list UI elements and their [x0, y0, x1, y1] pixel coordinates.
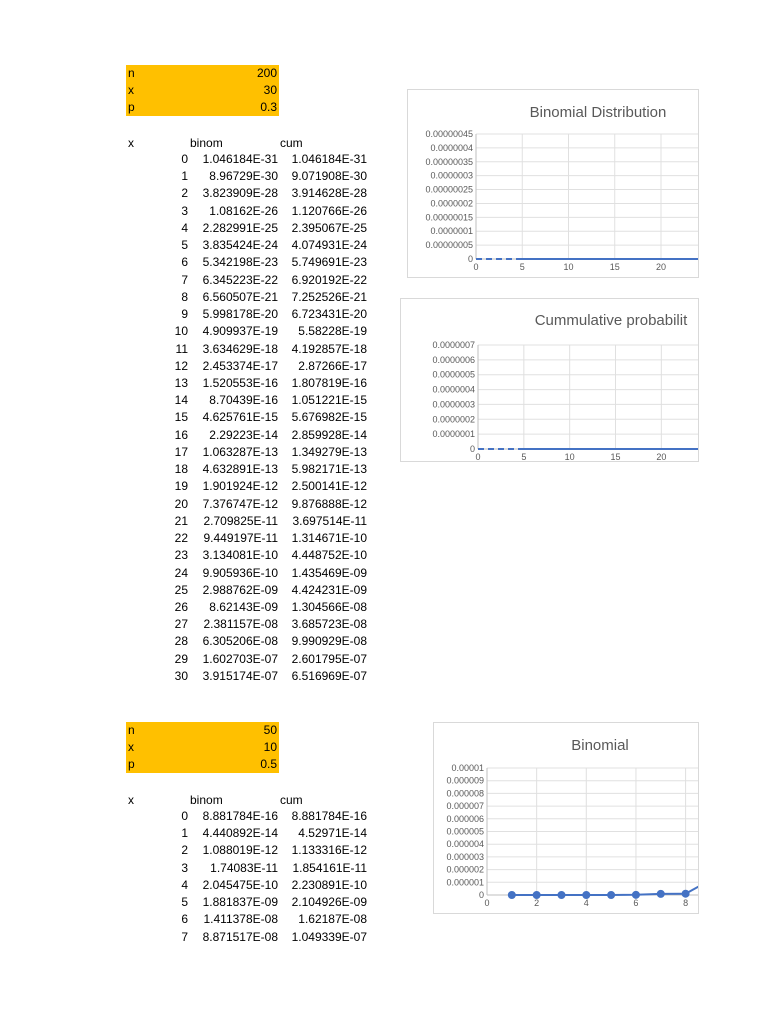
- header-x: x: [128, 136, 134, 150]
- cell-binom: 1.74083E-11: [210, 860, 278, 875]
- param-n[interactable]: [126, 65, 279, 82]
- cell-cum: 2.500141E-12: [291, 479, 367, 494]
- header-cum: cum: [280, 793, 303, 807]
- y-tick-label: 0.00000005: [425, 240, 473, 251]
- cell-cum: 1.051221E-15: [291, 393, 367, 408]
- chart-svg: [401, 299, 698, 461]
- cell-cum: 2.230891E-10: [291, 877, 367, 892]
- y-tick-label: 0: [467, 254, 473, 264]
- header-binom: binom: [190, 136, 223, 150]
- cell-x: 6: [181, 912, 188, 927]
- cell-x: 24: [174, 565, 188, 580]
- cell-x: 22: [174, 531, 188, 546]
- param-label: x: [128, 740, 134, 754]
- cell-binom: 4.440892E-14: [202, 826, 278, 841]
- cell-cum: 6.516969E-07: [291, 668, 367, 683]
- cell-x: 5: [181, 238, 188, 253]
- y-tick-label: 0.00000025: [425, 184, 473, 195]
- cell-binom: 1.520553E-16: [202, 375, 278, 390]
- cell-binom: 4.909937E-19: [202, 324, 278, 339]
- cell-binom: 2.282991E-25: [202, 220, 278, 235]
- data-point: [558, 892, 565, 899]
- cell-x: 0: [181, 152, 188, 166]
- cell-x: 12: [174, 358, 188, 373]
- cell-x: 27: [174, 617, 188, 632]
- cell-x: 6: [181, 255, 188, 270]
- cell-cum: 7.252526E-21: [291, 289, 367, 304]
- y-tick-label: 0.000001: [446, 877, 484, 888]
- param-label: p: [128, 757, 135, 771]
- cell-binom: 8.881784E-16: [202, 809, 278, 823]
- y-tick-label: 0.00000015: [425, 212, 473, 223]
- cell-binom: 8.871517E-08: [202, 929, 278, 944]
- cell-cum: 3.697514E-11: [292, 513, 367, 528]
- y-tick-label: 0.0000002: [432, 414, 475, 425]
- cell-x: 23: [174, 548, 188, 563]
- cell-x: 13: [174, 375, 188, 390]
- cell-x: 1: [181, 826, 188, 841]
- cell-binom: 1.046184E-31: [202, 152, 278, 166]
- cell-x: 30: [174, 668, 188, 683]
- param-value: 0.5: [260, 757, 277, 771]
- cell-binom: 7.376747E-12: [202, 496, 278, 511]
- cell-binom: 3.823909E-28: [202, 186, 278, 201]
- cell-binom: 1.063287E-13: [202, 444, 278, 459]
- cell-cum: 6.723431E-20: [291, 307, 367, 322]
- cell-binom: 8.70439E-16: [209, 393, 278, 408]
- chart-svg: [408, 90, 698, 277]
- cell-cum: 1.314671E-10: [291, 531, 367, 546]
- param-n[interactable]: [126, 722, 279, 739]
- cell-cum: 4.192857E-18: [291, 341, 367, 356]
- cell-cum: 1.349279E-13: [291, 444, 367, 459]
- y-tick-label: 0.00001: [451, 763, 484, 773]
- y-tick-label: 0.0000003: [430, 170, 473, 181]
- x-tick-label: 0: [484, 898, 490, 908]
- cell-x: 15: [174, 410, 188, 425]
- x-tick-label: 5: [521, 452, 527, 461]
- cell-x: 2: [181, 186, 188, 201]
- chart-title: Binomial: [571, 737, 629, 754]
- x-tick-label: 5: [519, 262, 525, 272]
- cell-cum: 1.304566E-08: [291, 599, 367, 614]
- cell-binom: 1.411378E-08: [203, 912, 278, 927]
- cell-binom: 3.915174E-07: [202, 668, 278, 683]
- x-tick-label: 10: [564, 452, 575, 461]
- cell-x: 0: [181, 809, 188, 823]
- x-tick-label: 10: [563, 262, 574, 272]
- cell-x: 20: [174, 496, 188, 511]
- cell-x: 10: [174, 324, 188, 339]
- cell-cum: 1.046184E-31: [291, 152, 367, 166]
- y-tick-label: 0.0000004: [432, 384, 475, 395]
- cell-cum: 2.395067E-25: [291, 220, 367, 235]
- cell-binom: 5.998178E-20: [202, 307, 278, 322]
- cell-x: 16: [174, 427, 188, 442]
- cell-binom: 5.342198E-23: [202, 255, 278, 270]
- x-tick-label: 0: [473, 262, 479, 272]
- cell-cum: 9.071908E-30: [291, 169, 367, 184]
- y-tick-label: 0.000006: [446, 813, 484, 824]
- cell-cum: 2.87266E-17: [298, 358, 367, 373]
- y-tick-label: 0.000002: [446, 864, 484, 875]
- param-label: x: [128, 83, 134, 97]
- data-point: [657, 890, 664, 897]
- cell-binom: 6.305206E-08: [202, 634, 278, 649]
- y-tick-label: 0.0000006: [432, 354, 475, 365]
- cell-cum: 4.52971E-14: [298, 826, 367, 841]
- cell-x: 4: [181, 220, 188, 235]
- cell-cum: 2.859928E-14: [291, 427, 367, 442]
- y-tick-label: 0.000007: [446, 801, 484, 812]
- x-tick-label: 6: [633, 898, 639, 908]
- cell-x: 8: [181, 289, 188, 304]
- cell-binom: 2.709825E-11: [203, 513, 278, 528]
- x-tick-label: 15: [610, 452, 621, 461]
- cell-cum: 8.881784E-16: [291, 809, 367, 823]
- y-tick-label: 0.000009: [446, 775, 484, 786]
- y-tick-label: 0.0000001: [432, 429, 475, 440]
- series-line-tail: [686, 886, 698, 894]
- cell-cum: 5.58228E-19: [298, 324, 367, 339]
- y-tick-label: 0.0000003: [432, 399, 475, 410]
- cell-x: 3: [181, 203, 188, 218]
- y-tick-label: 0.000003: [446, 851, 484, 862]
- x-tick-label: 15: [609, 262, 620, 272]
- y-tick-label: 0: [478, 890, 484, 900]
- x-tick-label: 20: [655, 262, 667, 272]
- cell-x: 14: [174, 393, 188, 408]
- y-tick-label: 0.00000045: [425, 129, 473, 139]
- param-value: 30: [263, 83, 277, 97]
- cell-x: 2: [181, 843, 188, 858]
- cell-binom: 2.988762E-09: [202, 582, 278, 597]
- cell-binom: 3.134081E-10: [202, 548, 278, 563]
- cell-binom: 1.881837E-09: [202, 895, 278, 910]
- cell-cum: 1.133316E-12: [291, 843, 367, 858]
- cell-binom: 1.602703E-07: [202, 651, 278, 666]
- param-value: 50: [263, 723, 277, 737]
- cell-binom: 2.045475E-10: [202, 877, 278, 892]
- param-p[interactable]: [126, 756, 279, 773]
- cell-binom: 3.634629E-18: [202, 341, 278, 356]
- cell-x: 7: [181, 929, 188, 944]
- chart-svg: [434, 723, 698, 913]
- x-tick-label: 8: [683, 898, 689, 908]
- param-x[interactable]: [126, 739, 279, 756]
- cell-cum: 5.749691E-23: [291, 255, 367, 270]
- cell-binom: 1.08162E-26: [209, 203, 278, 218]
- cell-binom: 3.835424E-24: [202, 238, 278, 253]
- param-value: 0.3: [260, 100, 277, 114]
- param-p[interactable]: [126, 99, 279, 116]
- x-tick-label: 2: [534, 898, 540, 908]
- y-tick-label: 0.0000007: [432, 340, 475, 350]
- cell-binom: 8.62143E-09: [209, 599, 278, 614]
- y-tick-label: 0.0000005: [432, 369, 475, 380]
- binomial-chart[interactable]: [433, 722, 699, 914]
- cell-cum: 1.435469E-09: [291, 565, 367, 580]
- param-x[interactable]: [126, 82, 279, 99]
- cell-cum: 5.982171E-13: [291, 462, 367, 477]
- cell-x: 1: [181, 169, 188, 184]
- cell-x: 19: [174, 479, 188, 494]
- y-tick-label: 0.0000001: [430, 226, 473, 237]
- x-tick-label: 20: [656, 452, 667, 461]
- binomial-distribution-chart[interactable]: [407, 89, 699, 278]
- cell-x: 29: [174, 651, 188, 666]
- y-tick-label: 0: [469, 444, 475, 454]
- x-tick-label: 0: [475, 452, 481, 461]
- cell-cum: 1.854161E-11: [292, 860, 367, 875]
- cell-binom: 2.453374E-17: [202, 358, 278, 373]
- cell-x: 4: [181, 877, 188, 892]
- cell-cum: 2.601795E-07: [291, 651, 367, 666]
- cell-cum: 9.990929E-08: [291, 634, 367, 649]
- data-point: [632, 891, 639, 898]
- cell-cum: 4.074931E-24: [291, 238, 367, 253]
- param-label: n: [128, 723, 135, 737]
- cell-cum: 9.876888E-12: [291, 496, 367, 511]
- cell-x: 17: [174, 444, 188, 459]
- cell-x: 28: [174, 634, 188, 649]
- params-block-2: [126, 722, 279, 773]
- cell-binom: 9.449197E-11: [203, 531, 278, 546]
- header-binom: binom: [190, 793, 223, 807]
- cell-cum: 1.120766E-26: [291, 203, 367, 218]
- cell-binom: 1.088019E-12: [202, 843, 278, 858]
- cell-cum: 4.424231E-09: [291, 582, 367, 597]
- header-x: x: [128, 793, 134, 807]
- y-tick-label: 0.000008: [446, 788, 484, 799]
- cell-binom: 9.905936E-10: [202, 565, 278, 580]
- cell-binom: 1.901924E-12: [202, 479, 278, 494]
- param-value: 10: [263, 740, 277, 754]
- cumulative-probability-chart[interactable]: [400, 298, 699, 462]
- cell-cum: 5.676982E-15: [291, 410, 367, 425]
- y-tick-label: 0.00000035: [425, 156, 473, 167]
- chart-title: Binomial Distribution: [529, 104, 667, 121]
- cell-cum: 3.685723E-08: [291, 617, 367, 632]
- cell-cum: 4.448752E-10: [291, 548, 367, 563]
- data-point: [608, 892, 615, 899]
- y-tick-label: 0.0000002: [430, 198, 473, 209]
- params-block-1: [126, 65, 279, 116]
- cell-x: 26: [174, 599, 188, 614]
- data-point: [533, 892, 540, 899]
- cell-binom: 4.632891E-13: [202, 462, 278, 477]
- cell-x: 5: [181, 895, 188, 910]
- data-point: [508, 892, 515, 899]
- cell-binom: 6.345223E-22: [202, 272, 278, 287]
- y-tick-label: 0.0000004: [430, 142, 473, 153]
- cell-x: 9: [181, 307, 188, 322]
- data-point: [583, 892, 590, 899]
- param-value: 200: [256, 66, 277, 80]
- cell-x: 3: [181, 860, 188, 875]
- y-tick-label: 0.000005: [446, 826, 484, 837]
- cell-binom: 8.96729E-30: [209, 169, 278, 184]
- chart-title: Cummulative probabilit: [534, 312, 688, 329]
- header-cum: cum: [280, 136, 303, 150]
- cell-x: 25: [174, 582, 188, 597]
- cell-cum: 1.049339E-07: [291, 929, 367, 944]
- y-tick-label: 0.000004: [446, 839, 484, 850]
- param-label: p: [128, 100, 135, 114]
- cell-cum: 1.807819E-16: [291, 375, 367, 390]
- cell-binom: 4.625761E-15: [202, 410, 278, 425]
- cell-x: 7: [181, 272, 188, 287]
- cell-x: 21: [174, 513, 188, 528]
- cell-cum: 2.104926E-09: [291, 895, 367, 910]
- cell-x: 11: [175, 341, 188, 356]
- x-tick-label: 4: [583, 898, 589, 908]
- param-label: n: [128, 66, 135, 80]
- cell-x: 18: [174, 462, 188, 477]
- cell-cum: 6.920192E-22: [291, 272, 367, 287]
- cell-cum: 1.62187E-08: [298, 912, 367, 927]
- cell-binom: 6.560507E-21: [202, 289, 278, 304]
- cell-binom: 2.29223E-14: [209, 427, 278, 442]
- cell-cum: 3.914628E-28: [291, 186, 367, 201]
- cell-binom: 2.381157E-08: [203, 617, 278, 632]
